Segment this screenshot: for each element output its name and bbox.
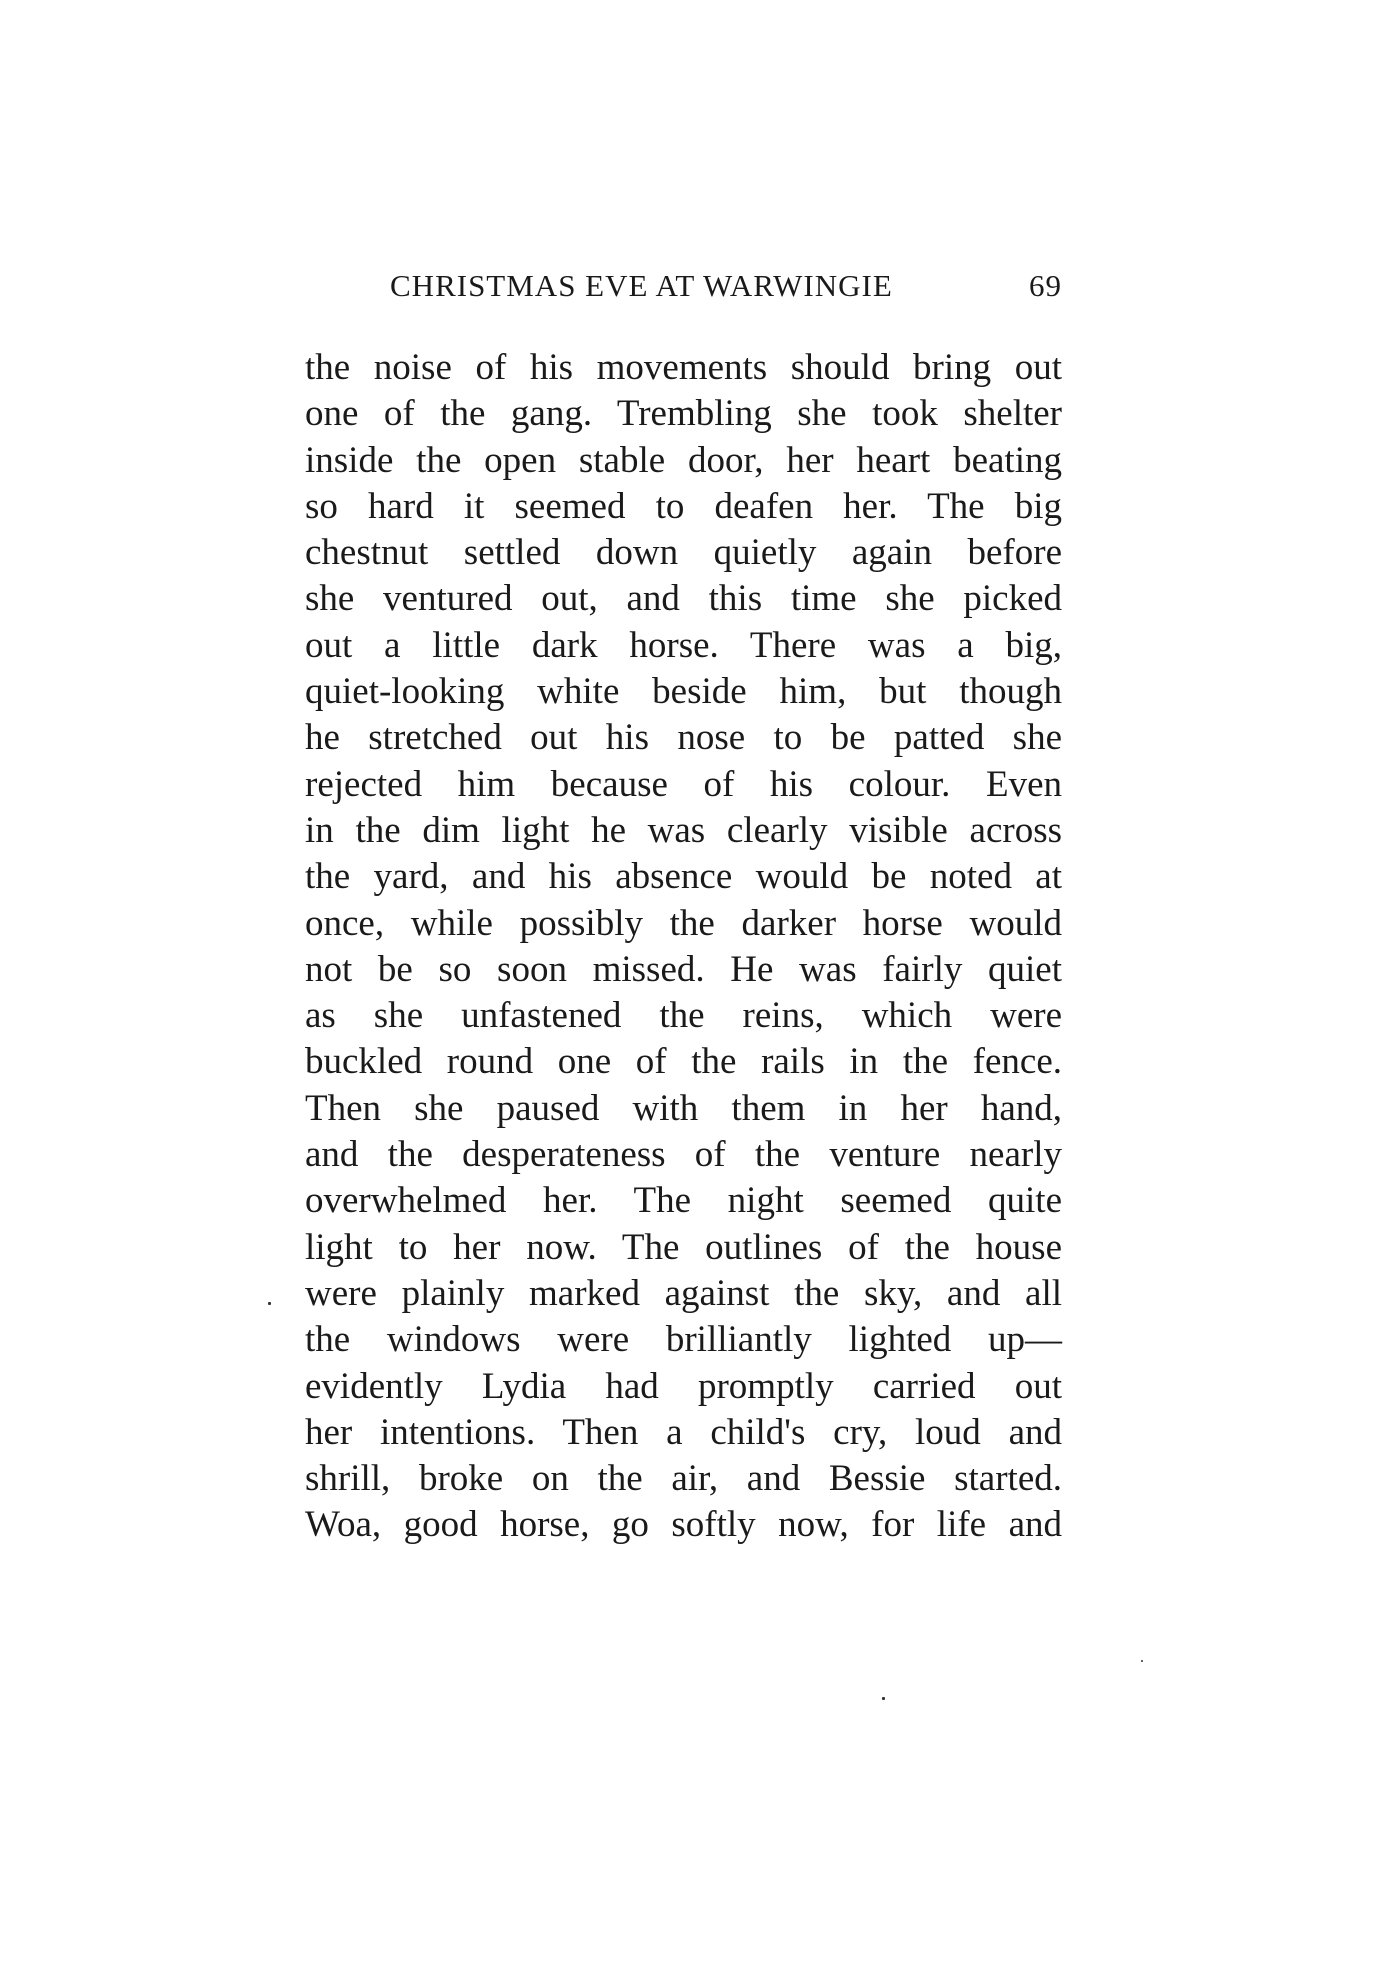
text-line: rejected him because of his colour. Even xyxy=(305,763,1062,805)
text-line: she ventured out, and this time she picked xyxy=(305,578,1062,620)
page-number: 69 xyxy=(1029,268,1062,303)
text-line: the yard, and his absence would be noted at xyxy=(305,856,1062,898)
text-line: her intentions. Then a child's cry, loud and xyxy=(305,1411,1062,1453)
text-line: as she unfastened the reins, which were xyxy=(305,995,1062,1037)
text-line: quiet-looking white beside him, but though xyxy=(305,671,1062,713)
running-head xyxy=(390,268,1062,312)
text-line: the windows were brilliantly lighted up— xyxy=(305,1319,1062,1361)
body-text xyxy=(305,345,1062,1549)
text-line: the noise of his movements should bring out xyxy=(305,347,1062,388)
text-line: one of the gang. Trembling she took shelter xyxy=(305,393,1062,435)
text-line: not be so soon missed. He was fairly quiet xyxy=(305,948,1062,990)
text-line: shrill, broke on the air, and Bessie started. xyxy=(305,1458,1062,1500)
text-line: overwhelmed her. The night seemed quite xyxy=(305,1180,1062,1222)
text-line: so hard it seemed to deafen her. The big xyxy=(305,485,1062,527)
text-line: Then she paused with them in her hand, xyxy=(305,1087,1062,1129)
running-head-title: CHRISTMAS EVE AT WARWINGIE xyxy=(390,268,893,303)
scan-speck xyxy=(1141,1660,1143,1662)
text-line: chestnut settled down quietly again before xyxy=(305,532,1062,574)
text-line: and the desperateness of the venture nearly xyxy=(305,1134,1062,1176)
text-line: were plainly marked against the sky, and all xyxy=(305,1272,1062,1314)
text-line: inside the open stable door, her heart beating xyxy=(305,439,1062,481)
text-line: he stretched out his nose to be patted she xyxy=(305,717,1062,759)
text-line: light to her now. The outlines of the house xyxy=(305,1226,1062,1268)
text-line: evidently Lydia had promptly carried out xyxy=(305,1365,1062,1407)
text-line: buckled round one of the rails in the fence. xyxy=(305,1041,1062,1083)
text-line: Woa, good horse, go softly now, for life and xyxy=(305,1504,1062,1546)
text-line: once, while possibly the darker horse would xyxy=(305,902,1062,944)
scan-speck xyxy=(882,1697,885,1700)
text-line: in the dim light he was clearly visible across xyxy=(305,809,1062,851)
scan-speck xyxy=(268,1302,271,1305)
text-line: out a little dark horse. There was a big, xyxy=(305,624,1062,666)
